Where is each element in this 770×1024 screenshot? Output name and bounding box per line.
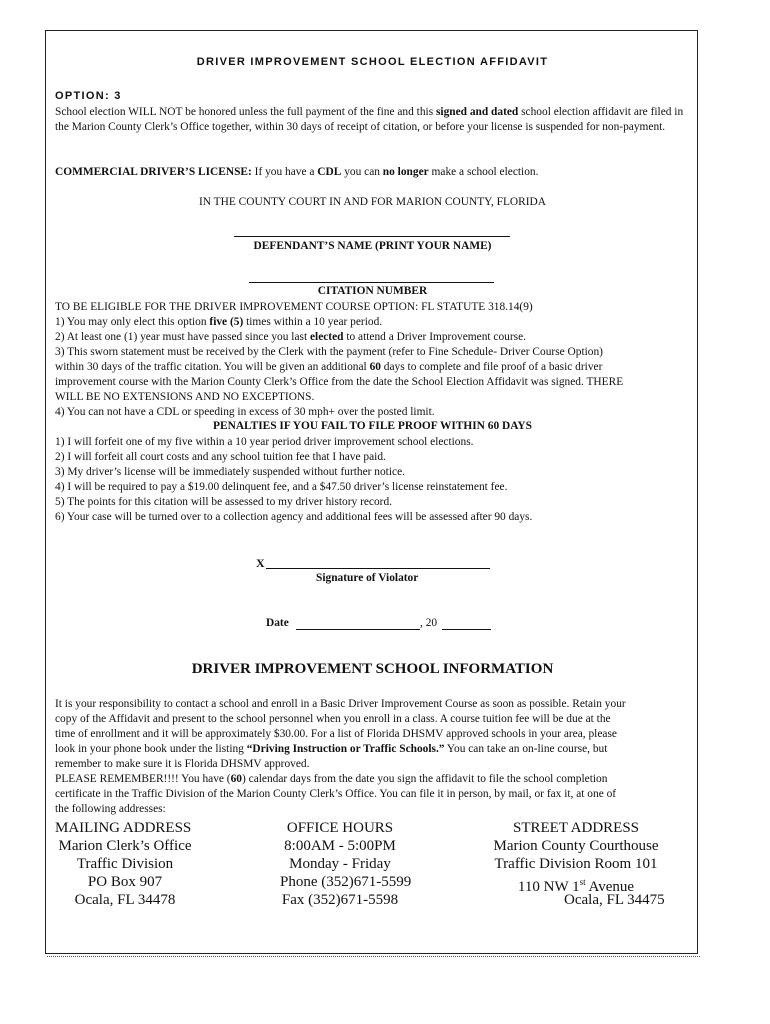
info-p1-line-2: copy of the Affidavit and present to the school personnel when you enroll in a class. A course tuition fee will be due at the <box>55 713 611 725</box>
rule-2-emphasis: elected <box>309 331 344 343</box>
rule-3-line-1: 3) This sworn statement must be received by the Clerk with the payment (refer to Fine Schedule- Driver Course Option) <box>55 346 603 358</box>
defendant-name-line[interactable] <box>234 236 510 237</box>
date-label: Date <box>266 617 289 629</box>
rule-4: 4) You can not have a CDL or speeding in excess of 30 mph+ over the posted limit. <box>55 406 435 418</box>
penalty-item: 5) The points for this citation will be assessed to my driver history record. <box>55 496 393 508</box>
signature-x: X <box>256 556 265 570</box>
street-name: Avenue <box>585 879 635 895</box>
cdl-text-2: you can <box>341 166 383 178</box>
street-number: 110 NW 1 <box>517 879 580 895</box>
date-year-label: , 20 <box>420 617 438 629</box>
penalty-item: 6) Your case will be turned over to a collection agency and additional fees will be assessed after 90 days. <box>55 511 533 523</box>
cdl-text-3: make a school election. <box>428 166 539 178</box>
info-p2-line-3: the following addresses: <box>55 803 166 815</box>
street-address-title: STREET ADDRESS <box>513 820 639 836</box>
rule-1-text-end: times within a 10 year period. <box>243 316 383 328</box>
rule-1 <box>55 315 382 330</box>
info-p2-text-end: ) calendar days from the date you sign the affidavit to file the school completion <box>242 773 608 785</box>
rule-3-text-end: days to complete and file proof of a basic driver <box>380 361 603 373</box>
rule-1-text: 1) You may only elect this option <box>55 316 210 328</box>
court-heading: IN THE COUNTY COURT IN AND FOR MARION COUNTY, FLORIDA <box>199 196 546 208</box>
penalty-item: 4) I will be required to pay a $19.00 delinquent fee, and a $47.50 driver’s license reinstatement fee. <box>55 481 508 493</box>
penalty-item: 2) I will forfeit all court costs and any school tuition fee that I have paid. <box>55 451 386 463</box>
signature-line[interactable] <box>266 568 490 569</box>
office-fax: Fax (352)671-5598 <box>281 892 399 908</box>
office-phone: Phone (352)671-5599 <box>280 874 412 890</box>
cdl-no-longer: no longer <box>382 166 429 178</box>
citation-number-line[interactable] <box>249 282 494 283</box>
info-p2-emphasis: 60 <box>230 773 242 785</box>
office-hours-title: OFFICE HOURS <box>286 820 394 836</box>
defendant-name-label: DEFENDANT’S NAME (PRINT YOUR NAME) <box>253 240 492 252</box>
street-ordinal: st <box>579 877 586 887</box>
info-p2-text: PLEASE REMEMBER!!!! You have ( <box>55 773 231 785</box>
street-line-4: Ocala, FL 34475 <box>564 892 665 908</box>
info-p1-text-end: You can take an on-line course, but <box>444 743 608 755</box>
eligibility-heading: TO BE ELIGIBLE FOR THE DRIVER IMPROVEMENT COURSE OPTION: FL STATUTE 318.14(9) <box>55 301 533 313</box>
info-p1-text: look in your phone book under the listing <box>55 743 247 755</box>
info-p2-line-2: certificate in the Traffic Division of the Marion County Clerk’s Office. You can file it in person, by mail, or fax it, at one of <box>55 788 617 800</box>
mailing-line-2: Traffic Division <box>76 856 174 872</box>
info-p1-line-1: It is your responsibility to contact a school and enroll in a Basic Driver Improvement Course as soon as possible. Retain your <box>55 698 626 710</box>
info-p2-line-1 <box>55 772 607 787</box>
cdl-label: COMMERCIAL DRIVER’S LICENSE: <box>55 166 252 178</box>
rule-2 <box>55 330 526 345</box>
form-title: DRIVER IMPROVEMENT SCHOOL ELECTION AFFIDAVIT <box>196 56 549 68</box>
citation-number-label: CITATION NUMBER <box>317 285 428 297</box>
street-line-1: Marion County Courthouse <box>493 838 659 854</box>
signature-label: Signature of Violator <box>316 572 419 584</box>
info-p1-line-4 <box>55 742 607 757</box>
info-p1-emphasis: “Driving Instruction or Traffic Schools.” <box>246 743 445 755</box>
street-line-2: Traffic Division Room 101 <box>494 856 658 872</box>
intro-text: School election WILL NOT be honored unless the full payment of the fine and this <box>55 106 436 118</box>
cdl-notice <box>55 165 538 180</box>
penalties-heading: PENALTIES IF YOU FAIL TO FILE PROOF WITHIN 60 DAYS <box>213 420 532 432</box>
mailing-line-4: Ocala, FL 34478 <box>74 892 176 908</box>
date-line[interactable] <box>296 629 420 630</box>
rule-1-emphasis: five (5) <box>209 316 244 328</box>
cdl-text: If you have a <box>251 166 318 178</box>
info-heading: DRIVER IMPROVEMENT SCHOOL INFORMATION <box>191 661 554 677</box>
office-hours-line-2: Monday - Friday <box>289 856 391 872</box>
intro-paragraph <box>55 105 695 135</box>
rule-3-line-2 <box>55 360 602 375</box>
date-year-line[interactable] <box>442 629 491 630</box>
info-p1-line-5: remember to make sure it is Florida DHSMV approved. <box>55 758 310 770</box>
office-hours-line-1: 8:00AM - 5:00PM <box>284 838 396 854</box>
mailing-line-1: Marion Clerk’s Office <box>58 838 192 854</box>
rule-2-text-end: to attend a Driver Improvement course. <box>343 331 526 343</box>
mailing-line-3: PO Box 907 <box>87 874 163 890</box>
intro-text-end: school election affidavit are filed in the Marion County Clerk’s Office together, within 30 days of receipt of citation, or before your license is suspended for non-payment. <box>55 106 684 133</box>
border-shadow <box>47 954 700 957</box>
penalty-item: 1) I will forfeit one of my five within a 10 year period driver improvement school elections. <box>55 436 474 448</box>
penalty-item: 3) My driver’s license will be immediately suspended without further notice. <box>55 466 405 478</box>
rule-3-line-3: improvement course with the Marion County Clerk’s Office from the date the School Election Affidavit was signed. THERE <box>55 376 624 388</box>
rule-3-line-4: WILL BE NO EXTENSIONS AND NO EXCEPTIONS. <box>55 391 315 403</box>
rule-3-emphasis: 60 <box>369 361 381 373</box>
rule-3-text: within 30 days of the traffic citation. You will be given an additional <box>55 361 370 373</box>
info-p1-line-3: time of enrollment and it will be approximately $30.00. For a list of Florida DHSMV approved schools in your area, please <box>55 728 617 740</box>
cdl-emphasis: CDL <box>317 166 342 178</box>
option-label: OPTION: 3 <box>55 90 122 102</box>
mailing-address-title: MAILING ADDRESS <box>55 820 192 836</box>
intro-emphasis: signed and dated <box>435 106 519 118</box>
rule-2-text: 2) At least one (1) year must have passed since you last <box>55 331 310 343</box>
